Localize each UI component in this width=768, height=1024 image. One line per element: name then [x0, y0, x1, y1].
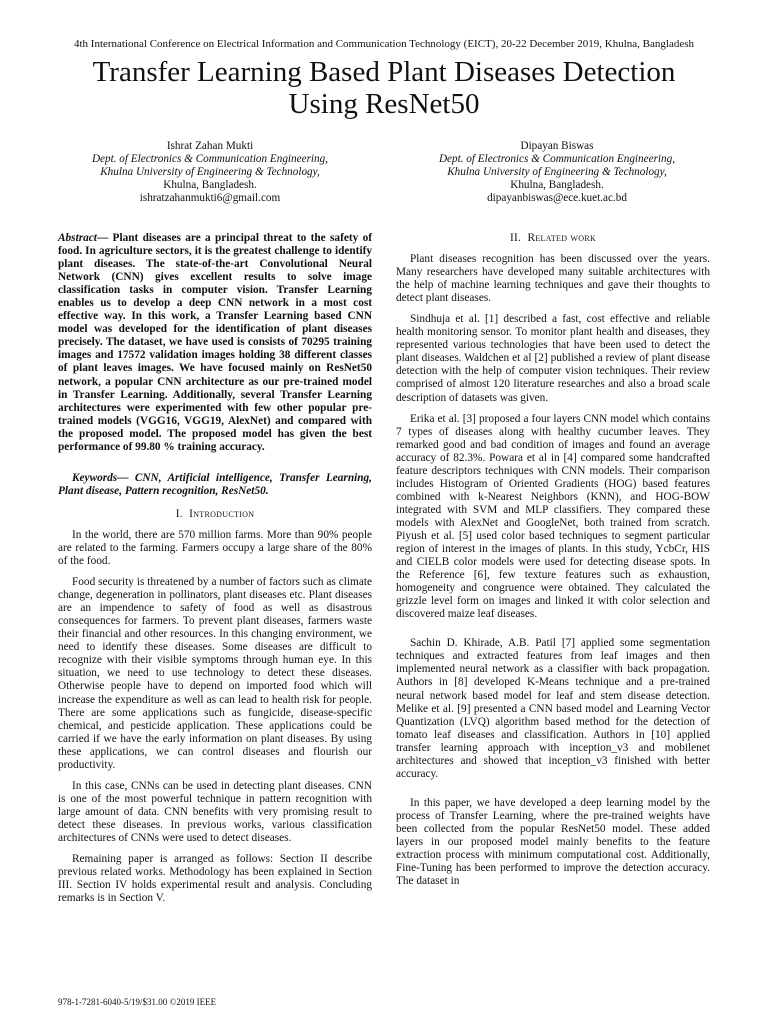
author-email[interactable]: ishratzahanmukti6@gmail.com	[139, 192, 281, 204]
author-dept: Dept. of Electronics & Communication Engineering,	[438, 153, 676, 165]
author-email[interactable]: dipayanbiswas@ece.kuet.ac.bd	[487, 192, 627, 204]
author-dept: Dept. of Electronics & Communication Engineering,	[91, 153, 329, 165]
author-univ: Khulna University of Engineering & Technology,	[100, 166, 320, 178]
intro-paragraph: Food security is threatened by a number of factors such as climate change, degeneration in pollinators, plant diseases etc. Plant diseases are an impendence to safety of food as well as disastrous consequences for farmers. To prevent plant diseases, farmers waste their financial and other resources. In this changing environment, we need to identify these diseases. Some diseases are difficult to recognize with their visible symptoms through human eye. In this situation, we need to use technology to detect these diseases. Otherwise people have to depend on imported food which will increase the expenditure as well as can lead to health risk for people. There are some applications such as fungicide, disease-specific chemical, and pesticide application. These applications could be carried if we have the early information on plant diseases. By using these applications, we can control diseases and flourish our productivity.	[58, 576, 372, 771]
conference-header: 4th International Conference on Electrical Information and Communication Technology (EICT), 20-22 December 2019, Khulna, Bangladesh	[73, 38, 695, 50]
author-location: Khulna, Bangladesh.	[163, 179, 257, 191]
section-number: II.	[509, 232, 522, 244]
abstract	[58, 232, 372, 454]
related-paragraph: Sindhuja et al. [1] described a fast, cost effective and reliable health monitoring sensor. To monitor plant health and diseases, they represented various technologies that have been used to detect the plant diseases. Waldchen et al [2] published a review of plant disease detection with the help of computer vision techniques. Their review comprised of almost 120 literature researches and also a broad scale description of datasets was given.	[396, 313, 710, 404]
section-title: Related work	[527, 232, 597, 244]
section-heading-related-work	[396, 232, 710, 245]
left-column	[58, 232, 372, 913]
title-line-2: Using ResNet50	[288, 88, 480, 120]
author-name: Ishrat Zahan Mukti	[166, 140, 254, 152]
copyright-footer: 978-1-7281-6040-5/19/$31.00 ©2019 IEEE	[58, 997, 217, 1007]
related-paragraph: Plant diseases recognition has been discussed over the years. Many researchers have developed many suitable architectures with the help of machine learning techniques and gave their thoughts to detect plant diseases.	[396, 253, 710, 305]
abstract-lead: Abstract	[58, 232, 97, 244]
section-heading-introduction	[58, 508, 372, 521]
section-number: I.	[175, 507, 183, 520]
section-title: Introduction	[189, 507, 255, 520]
author-block-1	[80, 140, 340, 205]
intro-paragraph: Remaining paper is arranged as follows: Section II describe previous related works. Methodology has been explained in Section III. Section IV holds experimental result and analysis. Concluding remarks is in Section V.	[58, 853, 372, 905]
title-line-1: Transfer Learning Based Plant Diseases Detection	[92, 56, 676, 88]
author-name: Dipayan Biswas	[520, 140, 594, 152]
author-location: Khulna, Bangladesh.	[510, 179, 604, 191]
abstract-text: — Plant diseases are a principal threat to the safety of food. In agriculture sectors, it is the greatest challenge to identify plant diseases. The state-of-the-art Convolutional Neural Network (CNN) gives excellent results to solve image classification tasks in computer vision. Transfer Learning enables us to develop a deep CNN network in a most cost effective way. In this work, a Transfer Learning based CNN model was developed for the identification of plant diseases precisely. The dataset, we have used is consists of 70295 training images and 17572 validation images holding 38 different classes of plant leaves images. We have focused mainly on ResNet50 network, a popular CNN architecture as our pre-trained model in Transfer Learning. Additionally, several Transfer Learning architectures were experimented with few other popular pre-trained models (VGG16, VGG19, AlexNet) and compared with the proposed model. The proposed model has given the best performance of 99.80 % training accuracy.	[58, 232, 372, 453]
author-univ: Khulna University of Engineering & Technology,	[447, 166, 667, 178]
keywords: Keywords— CNN, Artificial intelligence, Transfer Learning, Plant disease, Pattern recognition, ResNet50.	[58, 471, 372, 497]
related-paragraph: In this paper, we have developed a deep learning model by the process of Transfer Learning, where the pre-trained weights have been collected from the popular ResNet50 model. These added layers in our proposed model mainly benefits to the feature extraction process with minimum computational cost. Additionally, Fine-Tuning has been performed to improve the detection accuracy. The dataset in	[396, 796, 710, 888]
intro-paragraph: In this case, CNNs can be used in detecting plant diseases. CNN is one of the most powerful technique in pattern recognition with large amount of data. CNN benefits with very promising result to detect these diseases. In previous works, various classification architectures of CNNs were used to detect diseases.	[58, 779, 372, 844]
paper-title	[40, 56, 728, 120]
related-paragraph: Sachin D. Khirade, A.B. Patil [7] applied some segmentation techniques and extracted features from leaf images and then implemented neural network as a classifier with back propagation. Authors in [8] developed K-Means technique and a pre-trained neural network based model for leaf and stem disease detection. Melike et al. [9] presented a CNN based model and Learning Vector Quantization (LVQ) algorithm based method for the detection of tomato leaf diseases and classification. Authors in [10] applied transfer learning approach with inception_v3 and mobilenet architectures and showed that inception_v3 finished with better accuracy.	[396, 637, 710, 780]
related-paragraph: Erika et al. [3] proposed a four layers CNN model which contains 7 types of diseases along with healthy cucumber leaves. They remarked good and bad condition of images and found an average accuracy of 82.3%. Powara et al in [4] compared some handcrafted feature descriptors techniques with CNN models. Their comparison includes Histogram of Oriented Gradients (HOG) based features combined with k-Nearest Neighbors (KNN), and HOG-BOW integrated with SVM and MLP classifiers. They compared these models with AlexNet and GoogleNet, both trained from scratch. Piyush et al. [5] used color based techniques to segment particular region of interest in the images of plants. In this study, YcbCr, HIS and CIELB color models were used for detecting disease spots. In the Reference [6], few texture features such as exhaustion, homogeneity and congruence were obtained. They calculated the grizzle level form on images and linked it with color selection and discovered maize leaf diseases.	[396, 412, 710, 621]
intro-paragraph: In the world, there are 570 million farms. More than 90% people are related to the farming. Farmers occupy a large share of the 80% of the food.	[58, 528, 372, 568]
author-block-2	[427, 140, 687, 205]
right-column	[396, 232, 710, 896]
